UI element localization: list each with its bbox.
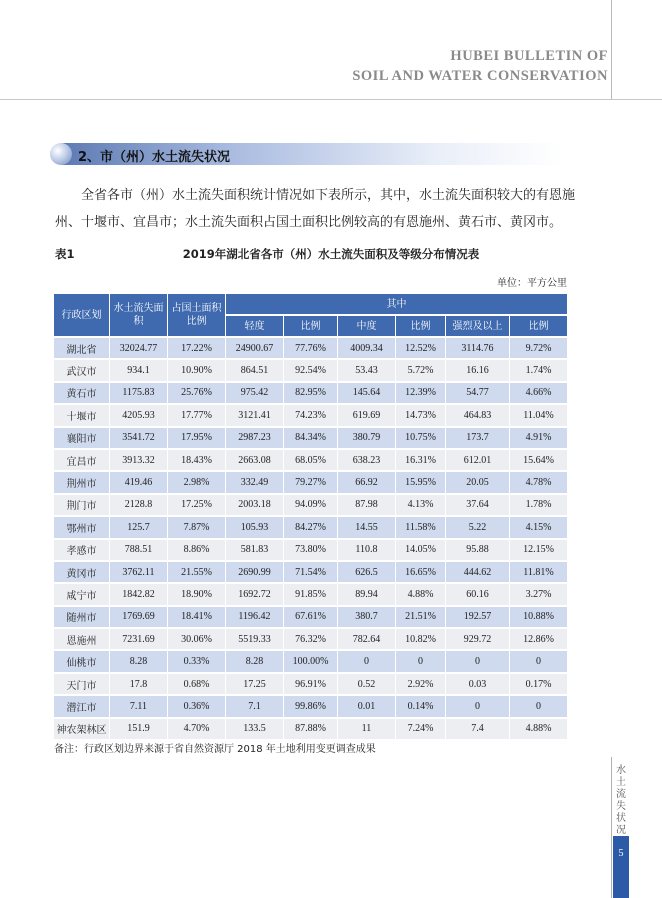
cell-region: 黄冈市 [54, 562, 110, 582]
table-row [54, 338, 568, 358]
page-number-tab [613, 836, 629, 898]
table-cell: 444.62 [446, 562, 510, 582]
table-row [54, 405, 568, 425]
table-cell: 92.54% [284, 360, 338, 380]
table-cell: 96.91% [284, 674, 338, 694]
col-header-mild: 轻度 [226, 316, 284, 336]
cell-region: 随州市 [54, 607, 110, 627]
page-number: 5 [618, 848, 624, 859]
table-cell: 67.61% [284, 607, 338, 627]
table-cell: 105.93 [226, 517, 284, 537]
table-cell: 18.90% [168, 584, 226, 604]
table-cell: 2663.08 [226, 450, 284, 470]
table-cell: 21.55% [168, 562, 226, 582]
table-row [54, 696, 568, 716]
table-cell: 0 [396, 651, 446, 671]
table-cell: 464.83 [446, 405, 510, 425]
table-cell: 25.76% [168, 383, 226, 403]
table-cell: 100.00% [284, 651, 338, 671]
table-cell: 1175.83 [110, 383, 168, 403]
table-cell: 4.88% [510, 719, 568, 739]
table-cell: 2.98% [168, 472, 226, 492]
section-heading-bar [52, 143, 562, 165]
table-cell: 0.36% [168, 696, 226, 716]
table-cell: 11.58% [396, 517, 446, 537]
table-cell: 12.15% [510, 540, 568, 560]
table-cell: 20.05 [446, 472, 510, 492]
table-cell: 84.27% [284, 517, 338, 537]
table-cell: 2690.99 [226, 562, 284, 582]
table-cell: 5.72% [396, 360, 446, 380]
table-title: 2019年湖北省各市（州）水土流失面积及等级分布情况表 [182, 247, 480, 261]
table-cell: 37.64 [446, 495, 510, 515]
table-row [54, 719, 568, 739]
table-cell: 145.64 [338, 383, 396, 403]
table-cell: 16.65% [396, 562, 446, 582]
table-cell: 2003.18 [226, 495, 284, 515]
table-cell: 612.01 [446, 450, 510, 470]
table-cell: 4009.34 [338, 338, 396, 358]
table-row [54, 629, 568, 649]
table-cell: 73.80% [284, 540, 338, 560]
table-row [54, 674, 568, 694]
col-header-ratio: 占国土面积比例 [168, 294, 226, 336]
col-header-region: 行政区划 [54, 294, 110, 336]
cell-region: 仙桃市 [54, 651, 110, 671]
table-cell: 10.90% [168, 360, 226, 380]
cell-region: 潜江市 [54, 696, 110, 716]
cell-region: 咸宁市 [54, 584, 110, 604]
table-cell: 17.77% [168, 405, 226, 425]
table-cell: 4.13% [396, 495, 446, 515]
table-cell: 14.05% [396, 540, 446, 560]
cell-region: 鄂州市 [54, 517, 110, 537]
table-cell: 7.1 [226, 696, 284, 716]
table-cell: 18.43% [168, 450, 226, 470]
table-cell: 11.81% [510, 562, 568, 582]
table-cell: 2.92% [396, 674, 446, 694]
table-cell: 782.64 [338, 629, 396, 649]
table-cell: 87.98 [338, 495, 396, 515]
table-cell: 3913.32 [110, 450, 168, 470]
col-header-mild-ratio: 比例 [284, 316, 338, 336]
table-row [54, 472, 568, 492]
table-row [54, 584, 568, 604]
table-cell: 9.72% [510, 338, 568, 358]
table-cell: 864.51 [226, 360, 284, 380]
table-cell: 7.87% [168, 517, 226, 537]
cell-region: 宜昌市 [54, 450, 110, 470]
table-cell: 3541.72 [110, 428, 168, 448]
table-cell: 4.66% [510, 383, 568, 403]
table-cell: 54.77 [446, 383, 510, 403]
table-note: 备注：行政区划边界来源于省自然资源厅 2018 年土地利用变更调查成果 [54, 744, 376, 755]
table-cell: 71.54% [284, 562, 338, 582]
table-cell: 10.82% [396, 629, 446, 649]
table-cell: 7231.69 [110, 629, 168, 649]
table-cell: 151.9 [110, 719, 168, 739]
table-cell: 626.5 [338, 562, 396, 582]
table-cell: 8.28 [110, 651, 168, 671]
body-paragraph: 全省各市（州）水土流失面积统计情况如下表所示，其中，水土流失面积较大的有恩施州、十堰市、宜昌市；水土流失面积占国土面积比例较高的有恩施州、黄石市、黄冈市。 [55, 188, 576, 230]
table-row [54, 450, 568, 470]
table-cell: 17.8 [110, 674, 168, 694]
table-cell: 133.5 [226, 719, 284, 739]
cell-region: 恩施州 [54, 629, 110, 649]
table-cell: 4.70% [168, 719, 226, 739]
table-cell: 74.23% [284, 405, 338, 425]
cell-region: 襄阳市 [54, 428, 110, 448]
table-cell: 4.78% [510, 472, 568, 492]
table-cell: 89.94 [338, 584, 396, 604]
table-cell: 76.32% [284, 629, 338, 649]
table-cell: 3114.76 [446, 338, 510, 358]
sidebar-rule [611, 757, 612, 898]
table-cell: 91.85% [284, 584, 338, 604]
table-cell: 12.52% [396, 338, 446, 358]
table-cell: 0.33% [168, 651, 226, 671]
table-cell: 7.24% [396, 719, 446, 739]
table-cell: 7.4 [446, 719, 510, 739]
table-cell: 12.39% [396, 383, 446, 403]
table-cell: 17.25% [168, 495, 226, 515]
journal-header [352, 46, 608, 86]
table-cell: 419.46 [110, 472, 168, 492]
table-row [54, 540, 568, 560]
table-cell: 1842.82 [110, 584, 168, 604]
col-header-severe-ratio: 比例 [510, 316, 568, 336]
table-cell: 17.25 [226, 674, 284, 694]
table-cell: 14.73% [396, 405, 446, 425]
table-cell: 3762.11 [110, 562, 168, 582]
table-cell: 0 [510, 696, 568, 716]
cell-region: 神农架林区 [54, 719, 110, 739]
table-row [54, 360, 568, 380]
table-cell: 79.27% [284, 472, 338, 492]
table-cell: 66.92 [338, 472, 396, 492]
table-cell: 4205.93 [110, 405, 168, 425]
table-cell: 1.78% [510, 495, 568, 515]
col-header-severe: 强烈及以上 [446, 316, 510, 336]
table-cell: 0.03 [446, 674, 510, 694]
table-cell: 16.16 [446, 360, 510, 380]
table-cell: 7.11 [110, 696, 168, 716]
table-row [54, 651, 568, 671]
table-cell: 2987.23 [226, 428, 284, 448]
table-cell: 8.28 [226, 651, 284, 671]
journal-title-line2: SOIL AND WATER CONSERVATION [352, 68, 608, 84]
table-cell: 0 [446, 651, 510, 671]
table-cell: 30.06% [168, 629, 226, 649]
table-cell: 0.68% [168, 674, 226, 694]
table-cell: 15.95% [396, 472, 446, 492]
table-cell: 11.04% [510, 405, 568, 425]
journal-title-line1: HUBEI BULLETIN OF [450, 48, 608, 64]
table-cell: 0 [446, 696, 510, 716]
table-cell: 1769.69 [110, 607, 168, 627]
table-cell: 60.16 [446, 584, 510, 604]
table-cell: 4.88% [396, 584, 446, 604]
table-cell: 95.88 [446, 540, 510, 560]
table-cell: 192.57 [446, 607, 510, 627]
table-cell: 5519.33 [226, 629, 284, 649]
table-cell: 0 [510, 651, 568, 671]
table-cell: 16.31% [396, 450, 446, 470]
table-row [54, 562, 568, 582]
table-cell: 125.7 [110, 517, 168, 537]
table-cell: 82.95% [284, 383, 338, 403]
table-cell: 0.01 [338, 696, 396, 716]
table-cell: 12.86% [510, 629, 568, 649]
table-row [54, 428, 568, 448]
table-row [54, 495, 568, 515]
table-cell: 10.75% [396, 428, 446, 448]
table-cell: 929.72 [446, 629, 510, 649]
table-body [54, 338, 568, 739]
col-header-group: 其中 [226, 294, 568, 314]
cell-region: 黄石市 [54, 383, 110, 403]
table-row [54, 383, 568, 403]
table-cell: 4.91% [510, 428, 568, 448]
table-label: 表1 [55, 247, 75, 261]
header-divider [0, 99, 662, 100]
table-cell: 77.76% [284, 338, 338, 358]
table-cell: 110.8 [338, 540, 396, 560]
table-cell: 975.42 [226, 383, 284, 403]
table-cell: 84.34% [284, 428, 338, 448]
table-cell: 4.15% [510, 517, 568, 537]
table-cell: 0.52 [338, 674, 396, 694]
cell-region: 天门市 [54, 674, 110, 694]
table-cell: 21.51% [396, 607, 446, 627]
table-cell: 87.88% [284, 719, 338, 739]
table-cell: 68.05% [284, 450, 338, 470]
table-cell: 15.64% [510, 450, 568, 470]
table-cell: 332.49 [226, 472, 284, 492]
cell-region: 孝感市 [54, 540, 110, 560]
table-row [54, 517, 568, 537]
table-cell: 0 [338, 651, 396, 671]
col-header-moderate-ratio: 比例 [396, 316, 446, 336]
col-header-area: 水土流失面积 [110, 294, 168, 336]
table-cell: 17.22% [168, 338, 226, 358]
table-cell: 11 [338, 719, 396, 739]
table-cell: 94.09% [284, 495, 338, 515]
cell-region: 十堰市 [54, 405, 110, 425]
table-cell: 3121.41 [226, 405, 284, 425]
table-cell: 18.41% [168, 607, 226, 627]
cell-region: 荆州市 [54, 472, 110, 492]
col-header-moderate: 中度 [338, 316, 396, 336]
table-cell: 17.95% [168, 428, 226, 448]
erosion-table [54, 292, 568, 741]
table-cell: 934.1 [110, 360, 168, 380]
table-cell: 0.14% [396, 696, 446, 716]
table-cell: 1.74% [510, 360, 568, 380]
table-cell: 10.88% [510, 607, 568, 627]
table-cell: 1196.42 [226, 607, 284, 627]
table-cell: 638.23 [338, 450, 396, 470]
table-cell: 380.79 [338, 428, 396, 448]
table-cell: 1692.72 [226, 584, 284, 604]
table-cell: 581.83 [226, 540, 284, 560]
cell-region: 荆门市 [54, 495, 110, 515]
table-cell: 3.27% [510, 584, 568, 604]
table-cell: 788.51 [110, 540, 168, 560]
table-cell: 2128.8 [110, 495, 168, 515]
table-cell: 380.7 [338, 607, 396, 627]
side-section-label: 水土流失状况 [616, 765, 626, 836]
table-cell: 32024.77 [110, 338, 168, 358]
table-cell: 24900.67 [226, 338, 284, 358]
section-title: 2、市（州）水土流失状况 [78, 150, 231, 165]
table-cell: 14.55 [338, 517, 396, 537]
header-vertical-rule [611, 0, 612, 100]
cell-region: 武汉市 [54, 360, 110, 380]
table-cell: 619.69 [338, 405, 396, 425]
bullet-ball-icon [50, 143, 72, 165]
table-cell: 5.22 [446, 517, 510, 537]
table-unit: 单位：平方公里 [497, 278, 567, 289]
table-cell: 0.17% [510, 674, 568, 694]
table-cell: 173.7 [446, 428, 510, 448]
table-cell: 99.86% [284, 696, 338, 716]
cell-region: 湖北省 [54, 338, 110, 358]
table-cell: 8.86% [168, 540, 226, 560]
table-cell: 53.43 [338, 360, 396, 380]
table-row [54, 607, 568, 627]
